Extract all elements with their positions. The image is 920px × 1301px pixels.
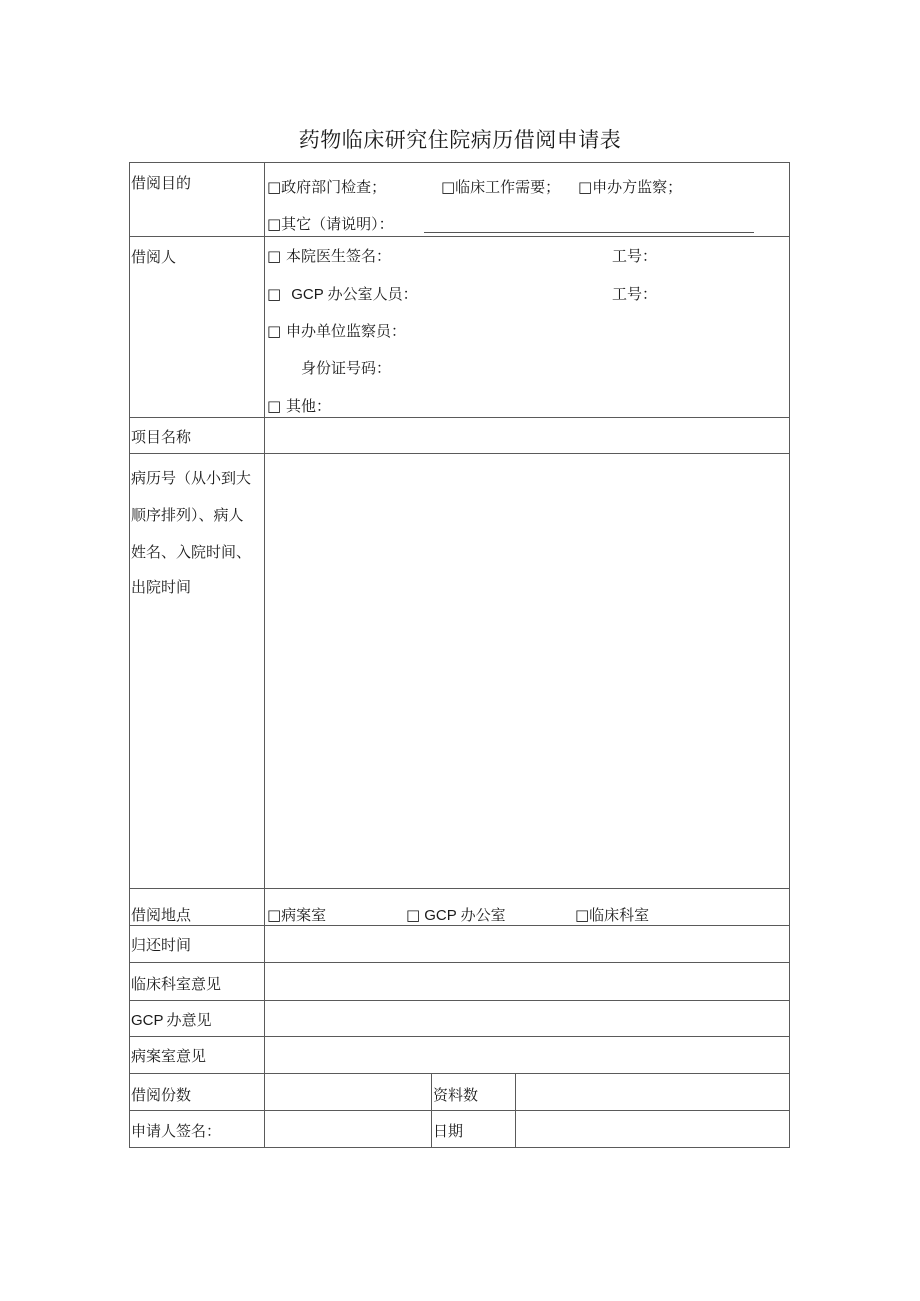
date-label: 日期 (433, 1122, 464, 1140)
purpose-other-checkbox[interactable]: □其它（请说明）： (267, 215, 394, 233)
gcp-opinion-label-prefix: GCP (131, 1012, 164, 1029)
return-time-field[interactable] (265, 926, 789, 962)
location-gcp-office-checkbox[interactable] (406, 906, 506, 925)
table-rule (789, 162, 790, 1148)
purpose-clinical-checkbox[interactable]: □临床工作需要； (441, 178, 561, 196)
table-rule (129, 162, 130, 1148)
dept-opinion-label: 临床科室意见 (131, 975, 222, 993)
records-label-line: 顺序排列）、病人 (131, 506, 244, 524)
project-name-field[interactable] (265, 418, 789, 453)
records-field[interactable] (265, 454, 789, 888)
purpose-government-checkbox[interactable]: □政府部门检查； (267, 178, 387, 196)
copies-label: 借阅份数 (131, 1086, 192, 1104)
gcp-opinion-field[interactable] (265, 1001, 789, 1036)
purpose-label: 借阅目的 (131, 174, 192, 192)
purpose-other-underline[interactable] (424, 232, 754, 233)
project-name-label: 项目名称 (131, 428, 192, 446)
materials-field[interactable] (516, 1074, 789, 1110)
records-room-opinion-label: 病案室意见 (131, 1047, 207, 1065)
table-rule (129, 1147, 790, 1148)
location-clinical-dept-checkbox[interactable]: □临床科室 (575, 906, 650, 924)
location-gcp-office-label: GCP 办公室 (424, 907, 506, 924)
signature-field[interactable] (265, 1111, 431, 1147)
location-records-room-checkbox[interactable]: □病案室 (267, 906, 327, 924)
borrower-id-number-label: 身份证号码： (301, 359, 392, 377)
materials-label: 资料数 (433, 1086, 479, 1104)
checkbox-glyph: □ (406, 906, 421, 924)
table-rule (431, 1073, 432, 1148)
borrower-doctor-id-label: 工号： (612, 247, 658, 265)
table-rule (129, 236, 790, 237)
borrower-gcp-checkbox[interactable] (267, 285, 418, 304)
records-label-line: 姓名、入院时间、 (131, 543, 252, 561)
gcp-opinion-label-suffix: 办意见 (166, 1011, 212, 1029)
purpose-sponsor-checkbox[interactable]: □申办方监察； (578, 178, 683, 196)
borrower-other-checkbox[interactable]: □ 其他： (267, 397, 331, 415)
location-label: 借阅地点 (131, 906, 192, 924)
borrower-gcp-id-label: 工号： (612, 285, 658, 303)
checkbox-glyph: □ (267, 285, 282, 303)
records-room-opinion-field[interactable] (265, 1037, 789, 1073)
table-rule (129, 162, 790, 163)
borrower-label: 借阅人 (131, 248, 177, 266)
date-field[interactable] (516, 1111, 789, 1147)
signature-label: 申请人签名： (131, 1122, 222, 1140)
dept-opinion-field[interactable] (265, 963, 789, 1000)
borrower-doctor-checkbox[interactable]: □ 本院医生签名： (267, 247, 391, 265)
return-time-label: 归还时间 (131, 936, 192, 954)
copies-field[interactable] (265, 1074, 431, 1110)
gcp-opinion-label (131, 1011, 212, 1030)
records-label-line: 病历号（从小到大 (131, 469, 252, 487)
table-rule (129, 888, 790, 889)
borrower-monitor-checkbox[interactable]: □ 申办单位监察员： (267, 322, 406, 340)
records-label-line: 出院时间 (131, 578, 192, 596)
form-title: 药物临床研究住院病历借阅申请表 (298, 128, 622, 152)
borrower-gcp-label: GCP 办公室人员： (291, 286, 418, 303)
